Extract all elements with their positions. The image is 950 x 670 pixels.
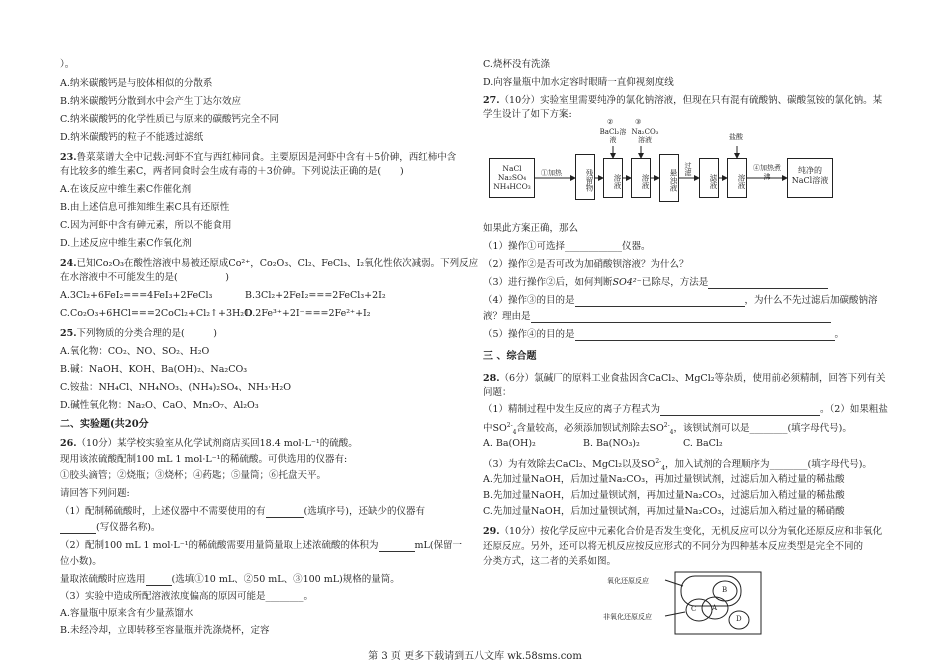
q26-part3-option-d: D.向容量瓶中加水定容时眼睛一直仰视刻度线 [483, 77, 674, 88]
q27-part4-cont: 液？理由是 [483, 310, 831, 323]
flow-diagram [489, 118, 909, 218]
venn-label-a: A [712, 604, 718, 612]
flow-solution2-box: 溶液 [631, 158, 651, 198]
q26-line4: 请回答下列问题: [60, 488, 130, 499]
section-2-heading: 二、实验题(共20分 [60, 419, 149, 430]
flow-suspension-box: 悬浊液 [659, 154, 679, 202]
q26-number: 26. [60, 438, 77, 449]
venn-label-b: B [722, 586, 728, 594]
answer-blank[interactable] [575, 296, 745, 307]
q22-tail: ）。 [60, 59, 75, 70]
q28-part2-option-b: B. Ba(NO₃)₂ [583, 438, 640, 449]
q28-number: 28. [483, 373, 500, 384]
q24-option-a: A.3Cl₂+6FeI₂===4FeI₃+2FeCl₃ [60, 290, 213, 301]
q28-part3: （3）为有效除去CaCl₂、MgCl₂以及$SO^{2-}_4$，加入试剂的合理顺序为________(填字母代号)。 [483, 458, 872, 473]
answer-blank[interactable] [708, 278, 828, 289]
q23-option-b: B.由上述信息可推知维生素C具有还原性 [60, 202, 230, 213]
answer-blank[interactable] [146, 575, 172, 586]
q24-number: 24. [60, 258, 77, 269]
q22-option-d: D.纳米碳酸钙的粒子不能透过滤纸 [60, 132, 204, 143]
q27-part2: （2）操作②是否可改为加硝酸钡溶液？为什么？ [483, 259, 689, 270]
q26-part3: （3）实验中造成所配溶液浓度偏高的原因可能是________。 [60, 591, 314, 602]
q27-number: 27. [483, 95, 500, 106]
answer-blank[interactable] [266, 507, 304, 518]
q29-line1: 29.（10分）按化学反应中元素化合价是否发生变化，无机反应可以分为氧化还原反应和非氧化 [483, 526, 883, 537]
q25-option-c: C.铵盐：NH₄Cl、NH₄NO₃、(NH₄)₂SO₄、NH₃·H₂O [60, 382, 292, 393]
venn-diagram [603, 568, 763, 638]
flow-filter: 过滤 [684, 162, 692, 176]
flow-step1: ①加热 [541, 169, 562, 177]
q26-part3-option-c: C.烧杯没有洗涤 [483, 59, 550, 70]
q26-part1: （1）配制稀硫酸时，上述仪器中不需要使用的有 (选填序号)，还缺少的仪器有 [60, 506, 425, 517]
flow-step4: ④加热煮沸 [753, 164, 781, 181]
section-3-heading: 三 、综合题 [483, 351, 537, 362]
q23-line2: 有比较多的维生素C，两者同食时会生成有毒的＋3价砷。下列说法正确的是( ) [60, 166, 404, 177]
q28-part2-option-c: C. BaCl₂ [683, 438, 723, 449]
q24-option-c: C.Co₂O₃+6HCl===2CoCl₂+Cl₂↑+3H₂O [60, 308, 252, 319]
q29-line2: 还原反应。另外，还可以将无机反应按反应形式的不同分为四种基本反应类型是完全不同的 [483, 541, 864, 552]
q29-line3: 分类方式，这二者的关系如图。 [483, 556, 617, 567]
flow-filtrate-box: 滤液 [699, 158, 719, 198]
venn-nonredox-label: 非氧化还原反应 [603, 613, 652, 621]
q23-option-c: C.因为河虾中含有砷元素，所以不能食用 [60, 220, 232, 231]
q24-option-d: D.2Fe³⁺+2I⁻===2Fe²⁺+I₂ [245, 308, 371, 319]
q26-line2: 现用该浓硫酸配制100 mL 1 mol·L⁻¹的稀硫酸。可供选用的仪器有: [60, 454, 348, 465]
answer-blank[interactable] [660, 405, 820, 416]
q22-option-b: B.纳米碳酸钙分散到水中会产生丁达尔效应 [60, 96, 242, 107]
flow-reagent3: Na₂CO₃溶液 [631, 128, 659, 144]
q26-line3: ①胶头滴管；②烧瓶；③烧杯；④药匙；⑤量筒；⑥托盘天平。 [60, 470, 327, 481]
page-footer: 第 3 页 更多下载请到五八文库 wk.58sms.com [368, 651, 582, 662]
q27-line2: 学生设计了如下方案: [483, 109, 572, 120]
q28-option-c: C.先加过量NaOH，后加过量钡试剂，再加过量Na₂CO₃，过滤后加入稍过量的稀硝酸 [483, 506, 845, 517]
flow-end-box: 纯净的NaCl溶液 [787, 158, 833, 198]
q27-part1: （1）操作①可选择____________仪器。 [483, 241, 651, 252]
q26-part2-cont: 位小数)。 [60, 556, 102, 567]
q26-part3-option-b: B.未经冷却，立即转移至容量瓶并洗涤烧杯，定容 [60, 625, 270, 636]
q26-part2: （2）配制100 mL 1 mol·L⁻¹的稀硫酸需要用量筒量取上述浓硫酸的体积为 mL(保留一 [60, 540, 463, 551]
q23-option-d: D.上述反应中维生素C作氧化剂 [60, 238, 192, 249]
answer-blank[interactable] [575, 330, 835, 341]
q25-option-b: B.碱：NaOH、KOH、Ba(OH)₂、Na₂CO₃ [60, 364, 248, 375]
q28-line2: 问题： [483, 387, 512, 398]
q22-option-a: A.纳米碳酸钙是与胶体相似的分散系 [60, 78, 213, 89]
q23-option-a: A.在该反应中维生素C作催化剂 [60, 184, 192, 195]
q27-part4: （4）操作③的目的是 ，为什么不先过滤后加碳酸钠溶 [483, 295, 878, 306]
q25-line: 25.下列物质的分类合理的是( ) [60, 328, 217, 339]
q27-part5: （5）操作④的目的是 。 [483, 329, 845, 340]
flow-reagent2: BaCl₂溶液 [599, 128, 627, 144]
q28-part2-option-a: A. Ba(OH)₂ [483, 438, 536, 449]
flow-solution3-box: 溶液 [727, 158, 747, 198]
answer-blank[interactable] [60, 523, 96, 534]
q28-option-a: A.先加过量NaOH，后加过量Na₂CO₃，再加过量钡试剂，过滤后加入稍过量的稀盐酸 [483, 474, 845, 485]
flow-start-box: NaCl Na₂SO₄ NH₄HCO₃ [489, 158, 535, 198]
q25-option-a: A.氧化物：CO₂、NO、SO₂、H₂O [60, 346, 210, 357]
flow-hcl: 盐酸 [729, 133, 743, 141]
flow-solution-box: 溶液 [603, 158, 623, 198]
q26-part1-cont: (写仪器名称)。 [60, 521, 160, 534]
q25-number: 25. [60, 328, 77, 339]
q24-option-b: B.3Cl₂+2FeI₂===2FeCl₃+2I₂ [245, 290, 386, 301]
q27-intro: 如果此方案正确，那么 [483, 223, 579, 234]
q28-line1: 28.（6分）氯碱厂的原料工业食盐因含CaCl₂、MgCl₂等杂质，使用前必须精制，回答下列有关 [483, 373, 886, 384]
q28-part2: 中$SO^{2-}_4$含量较高，必须添加钡试剂除去$SO^{2-}_4$，该钡试剂可以是________(填字母代号)。 [483, 422, 852, 437]
q23-number: 23. [60, 152, 77, 163]
answer-blank[interactable] [531, 312, 831, 323]
q28-part1: （1）精制过程中发生反应的离子方程式为 。（2）如果粗盐 [483, 404, 888, 415]
q29-number: 29. [483, 526, 500, 537]
q26-part2-measure: 量取浓硫酸时应选用 (选填①10 mL、②50 mL、③100 mL)规格的量筒。 [60, 574, 400, 585]
q26-part3-option-a: A.容量瓶中原来含有少量蒸馏水 [60, 608, 194, 619]
q27-part3: （3）进行操作②后，如何判断SO4²⁻已除尽，方法是 [483, 276, 828, 289]
answer-blank[interactable] [379, 541, 415, 552]
flow-residue-box: 残留物 [575, 154, 595, 200]
sulfate-ion: SO4²⁻ [612, 277, 642, 288]
q25-option-d: D.碱性氧化物：Na₂O、CaO、Mn₂O₇、Al₂O₃ [60, 400, 259, 411]
q24-line2: 在水溶液中不可能发生的是( ) [60, 272, 229, 283]
q22-option-c: C.纳米碳酸钙的化学性质已与原来的碳酸钙完全不同 [60, 114, 279, 125]
q23-line1: 23.鲁菜菜谱大全中记载:河虾不宜与西红柿同食。主要原因是河虾中含有＋5价砷，西红柿中含 [60, 152, 457, 163]
flow-reagent2-num: ② [607, 118, 614, 126]
q24-line1: 24.已知Co₂O₃在酸性溶液中易被还原成Co²⁺，Co₂O₃、Cl₂、FeCl₃、I₂氧化性依次减弱。下列反应 [60, 258, 479, 269]
q26-line1: 26.（10分）某学校实验室从化学试剂商店买回18.4 mol·L⁻¹的硫酸。 [60, 438, 358, 449]
q27-line1: 27.（10分）实验室里需要纯净的氯化钠溶液，但现在只有混有硫酸钠、碳酸氢铵的氯化钠。某 [483, 95, 883, 106]
q28-option-b: B.先加过量NaOH，后加过量钡试剂，再加过量Na₂CO₃，过滤后加入稍过量的稀盐酸 [483, 490, 845, 501]
flow-reagent3-num: ③ [635, 118, 642, 126]
venn-redox-label: 氧化还原反应 [607, 577, 649, 585]
venn-label-c: C [691, 605, 697, 613]
venn-label-d: D [736, 615, 742, 623]
